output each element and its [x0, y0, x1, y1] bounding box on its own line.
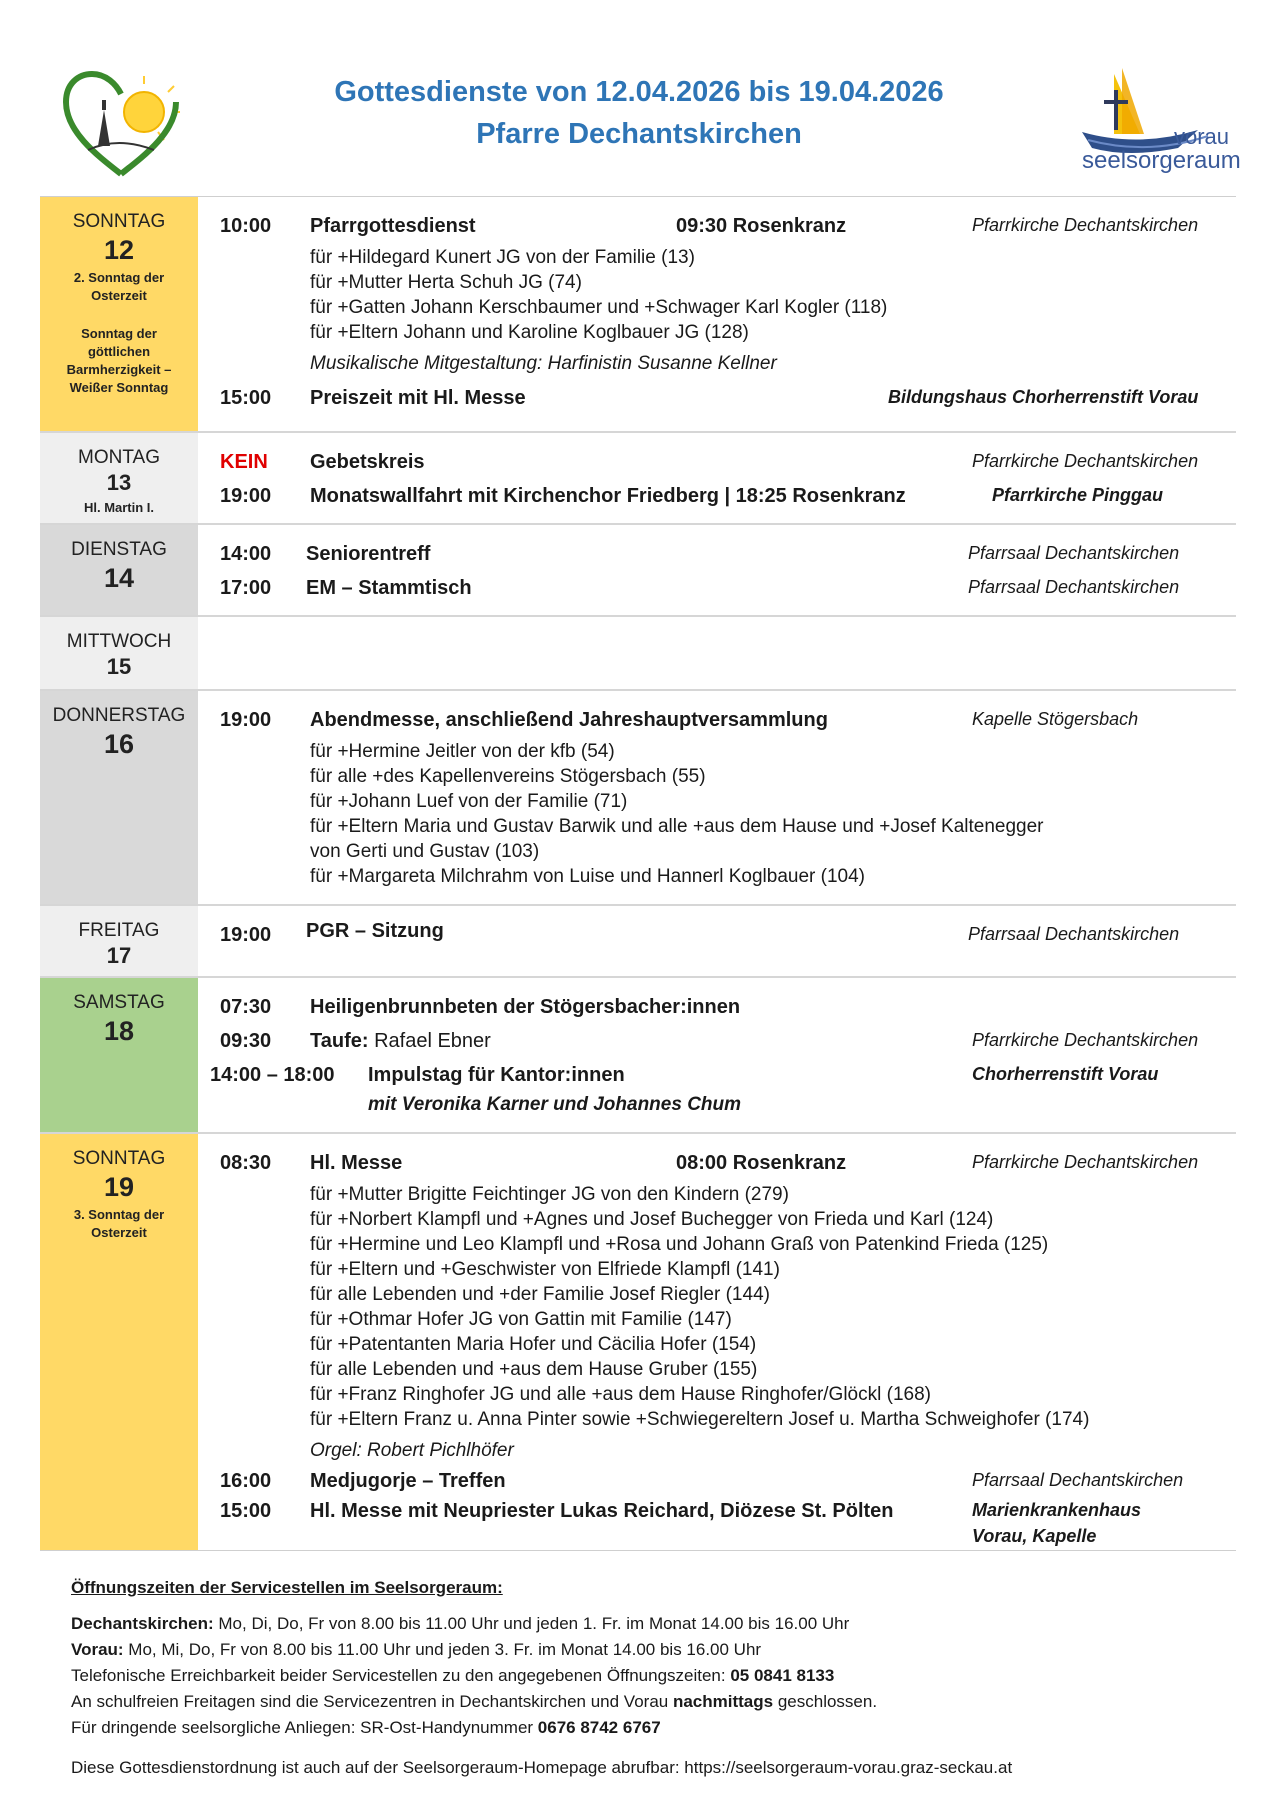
event-location: Pfarrkirche Pinggau — [992, 485, 1164, 505]
event-location: Pfarrsaal Dechantskirchen — [968, 577, 1180, 597]
day-wednesday-15 — [40, 617, 1236, 691]
event-time: 19:00 — [220, 924, 272, 946]
day-number: 18 — [103, 1016, 135, 1046]
day-monday-13 — [40, 433, 1236, 525]
intention-line: für +Norbert Klampfl und +Agnes und Josef Buchegger von Frieda und Karl (124) — [310, 1209, 994, 1230]
event-location: Vorau, Kapelle — [972, 1526, 1097, 1546]
event-row — [198, 990, 1236, 1024]
event-title: Impulstag für Kantor:innen — [368, 1064, 625, 1086]
intention-line: für +Mutter Herta Schuh JG (74) — [310, 272, 582, 293]
day-name: MITTWOCH — [66, 631, 172, 652]
event-row — [198, 918, 1236, 952]
page-title: Gottesdienste von 12.04.2026 bis 19.04.2026 — [334, 76, 944, 108]
day-label — [40, 197, 198, 431]
day-events — [198, 1134, 1236, 1550]
event-time: 15:00 — [220, 1500, 272, 1522]
footer-text: geschlossen. — [773, 1692, 878, 1711]
day-events — [198, 433, 1236, 523]
schedule-table — [40, 196, 1236, 1551]
event-location: Pfarrkirche Dechantskirchen — [972, 1152, 1199, 1172]
intention-line: für +Hildegard Kunert JG von der Familie (13) — [310, 247, 695, 268]
day-note: Sonntag der göttlichen Barmherzigkeit – Weißer Sonntag — [66, 326, 172, 395]
event-location: Chorherrenstift Vorau — [972, 1064, 1159, 1084]
day-label — [40, 978, 198, 1132]
event-title: Seniorentreff — [306, 543, 431, 565]
day-friday-17 — [40, 906, 1236, 978]
intention-line: für +Patentanten Maria Hofer und Cäcilia Hofer (154) — [310, 1334, 757, 1355]
day-label — [40, 433, 198, 523]
organ-note: Orgel: Robert Pichlhöfer — [310, 1440, 514, 1461]
event-title: Preiszeit mit Hl. Messe — [310, 387, 526, 409]
footer-line — [71, 1715, 1231, 1741]
event-title: Medjugorje – Treffen — [310, 1470, 506, 1492]
day-events — [198, 197, 1236, 431]
event-row — [198, 1498, 1236, 1558]
event-title: Gebetskreis — [310, 451, 425, 473]
day-number: 16 — [103, 729, 135, 759]
footer-line — [71, 1611, 1231, 1637]
intention-line: für +Gatten Johann Kerschbaumer und +Schwager Karl Kogler (118) — [310, 297, 888, 318]
event-time: 14:00 — [220, 543, 272, 565]
day-sunday-19 — [40, 1134, 1236, 1551]
intention-line: für +Eltern und +Geschwister von Elfriede Klampfl (141) — [310, 1259, 780, 1280]
footer-heading: Öffnungszeiten der Servicestellen im Seelsorgeraum: — [71, 1578, 503, 1597]
mass-intentions — [198, 245, 1236, 345]
day-number: 17 — [106, 943, 132, 968]
event-time: 10:00 — [220, 215, 272, 237]
phone-number: 0676 8742 6767 — [537, 1718, 661, 1737]
intention-line: für +Hermine und Leo Klampfl und +Rosa und Johann Graß von Patenkind Frieda (125) — [310, 1234, 1049, 1255]
event-row — [198, 1468, 1236, 1498]
day-events — [198, 525, 1236, 615]
phone-number: 05 0841 8133 — [730, 1666, 835, 1685]
event-location: Pfarrkirche Dechantskirchen — [972, 215, 1199, 235]
day-name: DONNERSTAG — [52, 705, 186, 726]
event-row — [198, 479, 1236, 513]
day-events — [198, 617, 1236, 689]
event-title: PGR – Sitzung — [306, 920, 444, 942]
event-location: Pfarrkirche Dechantskirchen — [972, 1030, 1199, 1050]
event-time: 07:30 — [220, 996, 272, 1018]
event-location: Pfarrkirche Dechantskirchen — [972, 451, 1199, 471]
intention-line: von Gerti und Gustav (103) — [310, 841, 540, 862]
footer-label: Vorau: — [71, 1640, 124, 1659]
intention-line: für +Johann Luef von der Familie (71) — [310, 791, 628, 812]
event-title: Heiligenbrunnbeten der Stögersbacher:innen — [310, 996, 741, 1018]
event-row — [198, 1146, 1236, 1180]
day-name: FREITAG — [78, 920, 160, 941]
footer-text: Für dringende seelsorgliche Anliegen: SR-Ost-Handynummer — [71, 1718, 538, 1737]
day-events — [198, 906, 1236, 976]
mass-intentions — [198, 1182, 1236, 1432]
day-events — [198, 691, 1236, 904]
event-time: 14:00 – 18:00 — [210, 1064, 335, 1086]
footer-text: Telefonische Erreichbarkeit beider Servicestellen zu den angegebenen Öffnungszeiten: — [71, 1666, 731, 1685]
footer-line: Diese Gottesdienstordnung ist auch auf der Seelsorgeraum-Homepage abrufbar: https://seelsorgeraum-vorau.graz-seckau.at — [71, 1758, 1013, 1777]
event-location: Pfarrsaal Dechantskirchen — [968, 543, 1180, 563]
event-row — [198, 445, 1236, 479]
event-row — [198, 703, 1236, 737]
svg-text:seelsorgeraum: seelsorgeraum — [1082, 147, 1241, 174]
intention-line: für +Othmar Hofer JG von Gattin mit Familie (147) — [310, 1309, 732, 1330]
event-time: 19:00 — [220, 709, 272, 731]
intention-line: für +Eltern Johann und Karoline Koglbauer JG (128) — [310, 322, 749, 343]
footer-info — [71, 1575, 1231, 1781]
event-time: 16:00 — [220, 1470, 272, 1492]
event-row — [198, 209, 1236, 243]
day-note: Hl. Martin I. — [83, 500, 155, 515]
event-time: KEIN — [220, 451, 268, 473]
day-tuesday-14 — [40, 525, 1236, 617]
event-row — [198, 381, 1236, 415]
day-events — [198, 978, 1236, 1132]
event-row — [198, 537, 1236, 571]
day-number: 12 — [103, 235, 135, 265]
day-note: 3. Sonntag der Osterzeit — [73, 1207, 165, 1240]
intention-line: für +Margareta Milchrahm von Luise und Hannerl Koglbauer (104) — [310, 866, 865, 887]
footer-line — [71, 1663, 1231, 1689]
event-title: Hl. Messe mit Neupriester Lukas Reichard, Diözese St. Pölten — [310, 1500, 894, 1522]
event-row — [198, 1024, 1236, 1058]
footer-line — [71, 1637, 1231, 1663]
day-thursday-16 — [40, 691, 1236, 906]
day-number: 14 — [103, 563, 135, 593]
event-title: Hl. Messe — [310, 1152, 403, 1174]
event-location: Kapelle Stögersbach — [972, 709, 1139, 729]
footer-emphasis: nachmittags — [672, 1692, 774, 1711]
day-label — [40, 617, 198, 689]
day-number: 13 — [106, 470, 132, 495]
intention-line: für alle Lebenden und +der Familie Josef Riegler (144) — [310, 1284, 770, 1305]
day-name: SAMSTAG — [73, 992, 165, 1013]
event-title: Abendmesse, anschließend Jahreshauptversammlung — [310, 709, 828, 731]
footer-line — [71, 1689, 1231, 1715]
event-title-name: Rafael Ebner — [368, 1030, 491, 1052]
day-name: SONNTAG — [72, 211, 166, 232]
event-time: 15:00 — [220, 387, 272, 409]
event-time: 09:30 — [220, 1030, 272, 1052]
event-row — [198, 571, 1236, 605]
event-title-label: Taufe: — [310, 1030, 369, 1052]
event-time: 08:30 — [220, 1152, 272, 1174]
event-title: Pfarrgottesdienst — [310, 215, 476, 237]
intention-line: für +Mutter Brigitte Feichtinger JG von den Kindern (279) — [310, 1184, 789, 1205]
day-label — [40, 691, 198, 904]
vorau-seelsorgeraum-logo — [1078, 64, 1248, 184]
event-time: 19:00 — [220, 485, 272, 507]
intention-line: für +Eltern Franz u. Anna Pinter sowie +Schwiegereltern Josef u. Martha Schweighofer (174) — [310, 1409, 1090, 1430]
intention-line: für alle Lebenden und +aus dem Hause Gruber (155) — [310, 1359, 758, 1380]
event-location: Bildungshaus Chorherrenstift Vorau — [888, 387, 1199, 407]
intention-line: für +Franz Ringhofer JG und alle +aus dem Hause Ringhofer/Glöckl (168) — [310, 1384, 931, 1405]
day-saturday-18 — [40, 978, 1236, 1134]
footer-text: An schulfreien Freitagen sind die Servicezentren in Dechantskirchen und Vorau — [71, 1692, 673, 1711]
day-name: SONNTAG — [72, 1148, 166, 1169]
footer-text: Mo, Mi, Do, Fr von 8.00 bis 11.00 Uhr und jeden 3. Fr. im Monat 14.00 bis 16.00 Uhr — [123, 1640, 762, 1659]
event-title: EM – Stammtisch — [306, 577, 472, 599]
footer-text: Mo, Di, Do, Fr von 8.00 bis 11.00 Uhr und jeden 1. Fr. im Monat 14.00 bis 16.00 Uhr — [213, 1614, 850, 1633]
day-label — [40, 525, 198, 615]
mass-intentions — [198, 739, 1236, 889]
event-subtitle: mit Veronika Karner und Johannes Chum — [368, 1094, 742, 1115]
intention-line: für +Eltern Maria und Gustav Barwik und alle +aus dem Hause und +Josef Kaltenegger — [310, 816, 1044, 837]
event-extra: 08:00 Rosenkranz — [676, 1152, 847, 1174]
day-sunday-12 — [40, 197, 1236, 433]
day-label — [40, 1134, 198, 1550]
page-header — [0, 0, 1278, 196]
event-title: Monatswallfahrt mit Kirchenchor Friedberg | 18:25 Rosenkranz — [310, 485, 906, 507]
intention-line: für +Hermine Jeitler von der kfb (54) — [310, 741, 615, 762]
music-note: Musikalische Mitgestaltung: Harfinistin Susanne Kellner — [310, 353, 777, 374]
event-row — [198, 1058, 1236, 1092]
event-location: Marienkrankenhaus — [972, 1500, 1142, 1520]
page-subtitle: Pfarre Dechantskirchen — [476, 118, 802, 150]
intention-line: für alle +des Kapellenvereins Stögersbach (55) — [310, 766, 706, 787]
svg-text:vorau: vorau — [1174, 124, 1230, 149]
day-number: 19 — [103, 1172, 135, 1202]
event-title — [310, 1030, 491, 1053]
footer-label: Dechantskirchen: — [71, 1614, 214, 1633]
day-name: DIENSTAG — [71, 539, 167, 560]
event-extra: 09:30 Rosenkranz — [676, 215, 847, 237]
event-location: Pfarrsaal Dechantskirchen — [972, 1470, 1184, 1490]
day-number: 15 — [106, 654, 132, 679]
day-note: 2. Sonntag der Osterzeit — [73, 270, 165, 303]
footer-gap — [71, 1741, 1231, 1755]
event-time: 17:00 — [220, 577, 272, 599]
event-location: Pfarrsaal Dechantskirchen — [968, 924, 1180, 944]
day-name: MONTAG — [78, 447, 160, 468]
day-label — [40, 906, 198, 976]
